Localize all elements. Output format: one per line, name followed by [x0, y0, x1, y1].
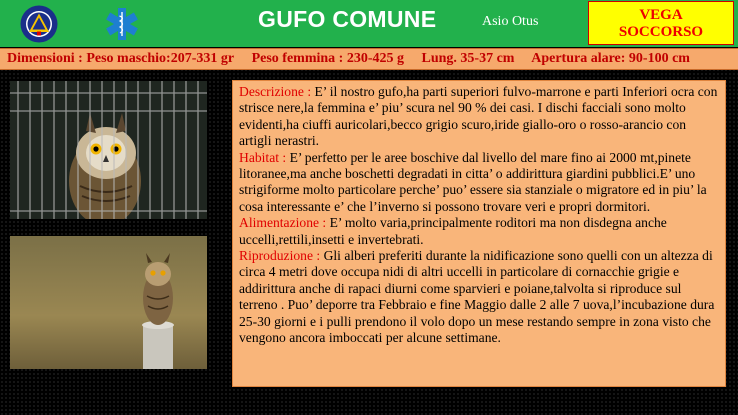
owl-cage-illustration — [10, 81, 207, 219]
peso-maschio: Dimensioni : Peso maschio:207-331 gr — [7, 51, 235, 66]
descrizione-paragraph — [239, 84, 719, 150]
dimensions-bar — [0, 48, 738, 70]
page-title: GUFO COMUNE — [258, 6, 437, 32]
civil-protection-logo-icon — [20, 5, 58, 43]
descrizione-text: E’ il nostro gufo,ha parti superiori fulvo-marrone e parti Inferiori ocra con strisce nere,la femmina e’ piu’ scura nel 90 % dei casi. I dischi facciali sono molto evidenti,ha ciuffi auricolari,becco grigio scuro,iride giallo-oro o rosso-arancio con artigli nerastri. — [239, 84, 718, 149]
descrizione-label: Descrizione : — [239, 84, 312, 99]
peso-femmina: Peso femmina : 230-425 g — [251, 51, 405, 66]
apertura-alare: Apertura alare: 90-100 cm — [531, 51, 690, 66]
header-bar — [0, 0, 738, 47]
owl-post-illustration — [10, 236, 207, 369]
star-of-life-icon — [100, 6, 144, 42]
riproduzione-text: Gli alberi preferiti durante la nidificazione sono quelli con un altezza di circa 4 metri dove occupa nidi di altri uccelli in particolare di cornacchie grigie e addirittura anche di rapaci diurni come sparvieri e poiane,talvolta si riproduce sul terreno . Puo’ deporre tra Febbraio e fine Maggio dalle 2 alle 7 uova,l’incubazione dura 25-30 giorni e i pulli prendono il volo dopo un mese restando sempre in zona visto che vengono ancora imboccati per alcune settimane. — [239, 248, 715, 346]
owl-on-post-photo — [10, 236, 207, 369]
badge-line-2: SOCCORSO — [618, 24, 704, 40]
habitat-label: Habitat : — [239, 149, 287, 165]
lunghezza: Lung. 35-37 cm — [421, 51, 515, 66]
alimentazione-paragraph — [239, 215, 719, 248]
riproduzione-label: Riproduzione : — [239, 248, 321, 264]
riproduzione-paragraph — [239, 248, 719, 346]
owl-in-cage-photo — [10, 81, 207, 219]
vega-soccorso-badge — [588, 1, 734, 45]
alimentazione-text: E’ molto varia,principalmente roditori ma non disdegna anche uccelli,rettili,insetti e invertebrati. — [239, 215, 667, 247]
alimentazione-label: Alimentazione : — [239, 215, 327, 231]
description-panel — [232, 80, 726, 387]
habitat-text: E’ perfetto per le aree boschive dal livello del mare fino ai 2000 mt,pinete litoranee,ma anche boschetti degradati in citta’ o addirittura giardini pubblici.E’ uno strigiforme molto particolare perche’ puo’ essere sia stanziale o migratore ed in piu’ la cosa interessante e’ che l’inverno si possono trovare veri e propri dormitori. — [239, 149, 707, 214]
latin-name: Asio Otus — [482, 14, 539, 29]
habitat-paragraph — [239, 150, 719, 216]
badge-line-1: VEGA — [639, 7, 683, 23]
